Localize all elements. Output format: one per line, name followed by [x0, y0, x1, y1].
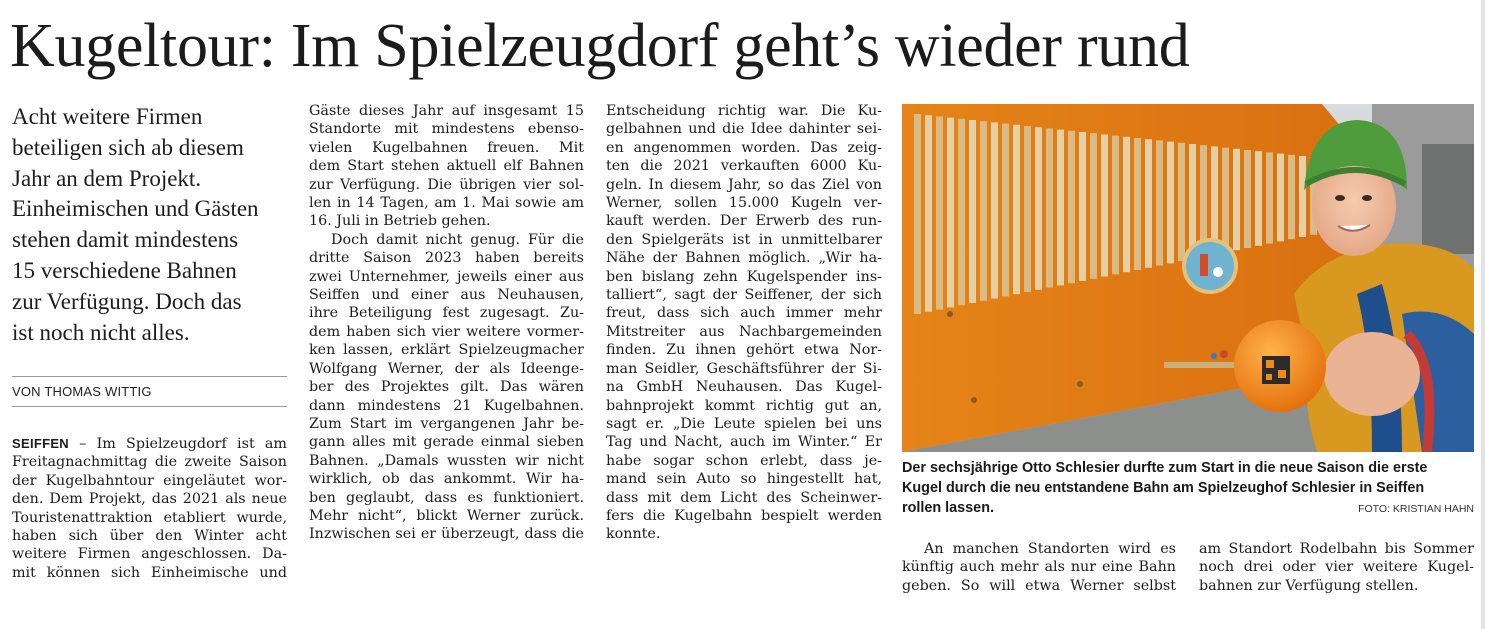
body-column-5	[1199, 540, 1474, 595]
author-rule-bottom	[12, 406, 287, 407]
wooden-slat	[1145, 139, 1152, 268]
body-line: dem haben sich vier weitere vormer-	[309, 323, 584, 340]
body-line: Entscheidung richtig war. Die Ku-	[606, 103, 882, 119]
body-line: len in 14 Tagen, am 1. Mai sowie am	[309, 195, 584, 212]
body-line: 16. Juli in Betrieb gehen.	[309, 213, 491, 230]
body-line: dritte Saison 2023 haben bereits	[309, 250, 584, 267]
body-column-1	[12, 435, 287, 582]
wooden-slat	[1035, 127, 1042, 290]
wooden-slat	[1255, 151, 1262, 246]
teaser-line: stehen damit mindestens	[12, 227, 239, 253]
body-line: en angenommen worden. Das zeig-	[606, 139, 882, 156]
wooden-slat	[1299, 156, 1306, 237]
body-line: Inzwischen sei er überzeugt, dass die	[309, 526, 584, 543]
body-line: dem Start stehen aktuell elf Bahnen	[309, 158, 584, 175]
caption-line: Kugel durch die neu entstandene Bahn am Spielzeughof Schlesier in Seiffen	[902, 479, 1425, 496]
body-line: geln. In diesem Jahr, so das Ziel von	[606, 176, 882, 193]
body-line: der Kugelbahntour eingeläutet wor-	[12, 472, 287, 489]
body-line: Mitstreiter aus Nachbargemeinden	[606, 323, 882, 340]
body-line: bahnen zur Verfügung stellen.	[1199, 577, 1419, 594]
wooden-slat	[1244, 150, 1251, 248]
wooden-slat	[969, 120, 976, 303]
body-line: na GmbH Neuhausen. Das Kugel-	[606, 379, 882, 396]
body-line: dass mit dem Licht des Scheinwer-	[606, 489, 882, 506]
body-line: talliert“, sagt der Seiffener, der sich	[606, 287, 882, 304]
wooden-slat	[1266, 152, 1273, 243]
teaser-line: ist noch nicht alles.	[12, 319, 190, 345]
body-line: ten die 2021 verkauften 6000 Ku-	[606, 158, 882, 175]
body-line: man Seidler, Geschäftsführer der Si-	[606, 360, 882, 377]
body-line: mand sein Auto so hingestellt hat,	[606, 471, 882, 488]
body-line: Doch damit nicht genug. Für die	[331, 231, 584, 248]
wooden-slat	[1156, 140, 1163, 265]
page-edge	[1481, 0, 1485, 629]
body-line: zwei Unternehmer, jeweils einer aus	[309, 268, 584, 285]
dateline: SEIFFEN	[12, 436, 69, 451]
wooden-slat	[980, 121, 987, 301]
body-line: Wolfgang Werner, der als Ideenge-	[309, 360, 584, 377]
body-line: künftig auch mehr als nur eine Bahn	[902, 559, 1176, 576]
photo-credit: FOTO: KRISTIAN HAHN	[1358, 503, 1474, 515]
body-column-3	[606, 102, 882, 544]
author-byline: VON THOMAS WITTIG	[12, 384, 152, 399]
body-line: gelbahnen und die Idee dahinter sei-	[606, 121, 882, 138]
body-line: Mehr nicht“, blickt Werner zurück.	[309, 507, 584, 524]
body-line: dann mindestens 21 Kugelbahnen.	[309, 397, 584, 414]
wooden-slat	[1123, 137, 1130, 272]
wooden-slat	[1079, 132, 1086, 281]
body-line: noch drei oder vier weitere Kugel-	[1199, 559, 1474, 576]
caption-line: Der sechsjährige Otto Schlesier durfte zum Start in die neue Saison die erste	[902, 460, 1428, 476]
body-line: Werner, sollen 15.000 Kugeln ver-	[606, 195, 882, 212]
body-line: am Standort Rodelbahn bis Sommer	[1199, 541, 1474, 557]
body-line: haben sich über den Winter acht	[12, 528, 287, 545]
wooden-slat	[1178, 143, 1185, 261]
body-line: fers die Kugelbahn bespielt werden	[606, 507, 882, 524]
body-line: ber des Projektes gilt. Das wären	[309, 379, 584, 396]
headline: Kugeltour: Im Spielzeugdorf geht’s wieder rund	[10, 12, 1190, 80]
body-line: kauft werden. Der Erwerb des run-	[606, 213, 882, 230]
body-line: Tag und Nacht, auch im Winter.“ Er	[606, 434, 882, 451]
teaser	[12, 102, 290, 348]
body-line: gann alles mit gerade einmal sieben	[309, 434, 584, 451]
body-line: zur Verfügung. Die übrigen vier sol-	[309, 176, 584, 193]
wooden-slat	[1002, 124, 1009, 297]
wooden-slat	[947, 118, 954, 308]
wooden-slat	[1057, 130, 1064, 286]
body-line: weitere Firmen angeschlossen. Da-	[12, 546, 287, 563]
body-line: freut, dass sich auch immer mehr	[606, 305, 882, 322]
body-line: den. Dem Projekt, das 2021 als neue	[12, 491, 287, 508]
body-line: ken lassen, erklärt Spielzeugmacher	[309, 342, 584, 359]
body-line: wirklich, ob das ankommt. Wir ha-	[309, 471, 584, 488]
body-column-4	[902, 540, 1176, 595]
body-line: finden. Zu ihnen gehört etwa Nor-	[606, 342, 882, 359]
wooden-slat	[1134, 138, 1141, 270]
body-line	[12, 435, 287, 453]
wooden-slat	[1288, 155, 1295, 239]
wooden-slat	[991, 122, 998, 298]
wooden-slat	[1013, 125, 1020, 294]
wooden-slat	[958, 119, 965, 305]
body-line: Gäste dieses Jahr auf insgesamt 15	[309, 103, 584, 119]
body-line: konnte.	[606, 526, 661, 543]
body-line: ben geglaubt, dass es funktioniert.	[309, 489, 584, 506]
wooden-slat	[1222, 148, 1229, 253]
teaser-line: beteiligen sich ab diesem	[12, 134, 244, 160]
wooden-slat	[1101, 134, 1108, 276]
body-line: Zum Start im vergangenen Jahr be-	[309, 415, 584, 432]
teaser-line: zur Verfügung. Doch das	[12, 288, 242, 314]
body-line: den Spielgeräts ist in unmittelbarer	[606, 231, 882, 248]
wooden-slat	[914, 114, 921, 314]
body-line: geben. So will etwa Werner selbst	[902, 577, 1176, 594]
body-line: bahnprojekt kommt richtig gut an,	[606, 397, 882, 414]
body-line: Bahnen. „Damals wussten wir nicht	[309, 452, 584, 469]
teaser-line: Acht weitere Firmen	[12, 104, 203, 129]
wooden-slat	[1277, 154, 1284, 242]
wooden-slat	[1189, 144, 1196, 259]
caption-line: rollen lassen.	[902, 499, 994, 516]
body-line: ben bislang zehn Kugelspender ins-	[606, 268, 882, 285]
article-photo	[902, 104, 1474, 452]
body-line: Freitagnachmittag die zweite Saison	[12, 454, 287, 471]
wooden-slat	[1233, 149, 1240, 250]
wooden-slat	[1046, 128, 1053, 287]
wooden-slat	[1024, 126, 1031, 292]
body-line: ihre Beteiligung fest zugesagt. Zu-	[309, 305, 584, 322]
teaser-line: 15 verschiedene Bahnen	[12, 257, 237, 283]
dateline-text: – Im Spielzeugdorf ist am	[69, 436, 287, 452]
body-line: Standorte mit mindestens ebenso-	[309, 121, 584, 138]
body-line: vielen Kugelbahnen freuen. Mit	[309, 139, 584, 156]
body-line: Seiffen und einer aus Neuhausen,	[309, 287, 584, 304]
body-line: mit können sich Einheimische und	[12, 564, 287, 581]
wooden-slat	[1090, 133, 1097, 279]
body-line: An manchen Standorten wird es	[924, 541, 1176, 557]
teaser-line: Einheimischen und Gästen	[12, 196, 259, 222]
body-line: sagt er. „Die Leute spielen bei uns	[606, 415, 882, 432]
wooden-slat	[1068, 131, 1075, 283]
wooden-slat	[1112, 136, 1119, 275]
wooden-slat	[936, 116, 943, 309]
wooden-slat	[925, 115, 932, 312]
wooden-slat	[1167, 142, 1174, 264]
body-column-2	[309, 102, 584, 544]
body-line: habe sogar schon erlebt, dass je-	[606, 452, 882, 469]
author-rule-top	[12, 376, 287, 377]
body-line: Nähe der Bahnen möglich. „Wir ha-	[606, 250, 882, 267]
body-line: Touristenattraktion etabliert wurde,	[12, 509, 287, 526]
teaser-line: Jahr an dem Projekt.	[12, 165, 202, 191]
